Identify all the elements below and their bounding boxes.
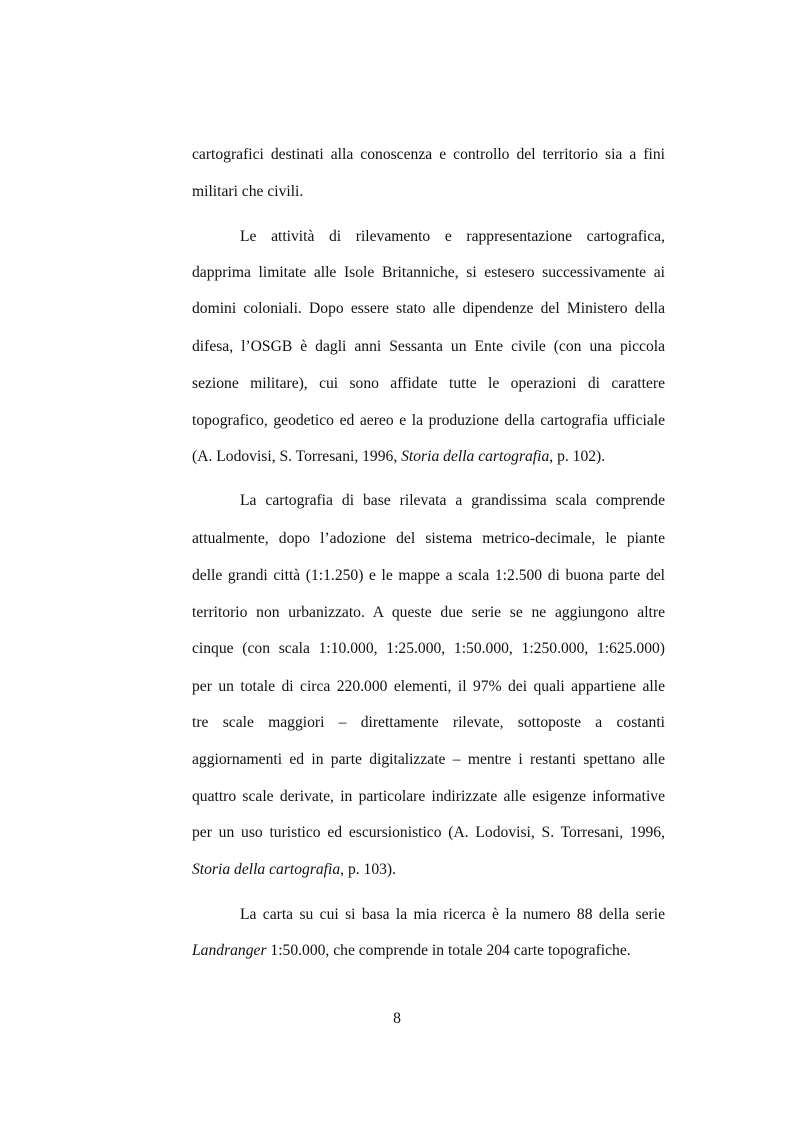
text-line bbox=[192, 447, 665, 467]
citation-title: Storia della cartografia bbox=[401, 448, 550, 465]
citation-title: Storia della cartografia bbox=[192, 861, 341, 878]
text-line: per un totale di circa 220.000 elementi, il 97% dei quali appartiene alle bbox=[192, 678, 665, 695]
text-line: cartografici destinati alla conoscenza e controllo del territorio sia a fini bbox=[192, 146, 665, 163]
text-run: 1:50.000, che comprende in totale 204 carte topografiche. bbox=[266, 942, 631, 959]
text-run: , p. 103). bbox=[340, 861, 397, 878]
text-line: cinque (con scala 1:10.000, 1:25.000, 1:50.000, 1:250.000, 1:625.000) bbox=[192, 640, 665, 657]
text-line: territorio non urbanizzato. A queste due serie se ne aggiungono altre bbox=[192, 604, 665, 621]
text-line: quattro scale derivate, in particolare indirizzate alle esigenze informative bbox=[192, 788, 665, 805]
text-line: aggiornamenti ed in parte digitalizzate – mentre i restanti spettano alle bbox=[192, 751, 665, 768]
page-number: 8 bbox=[393, 1010, 401, 1027]
text-line: per un uso turistico ed escursionistico (A. Lodovisi, S. Torresani, 1996, bbox=[192, 824, 665, 841]
text-line: topografico, geodetico ed aereo e la produzione della cartografia ufficiale bbox=[192, 412, 665, 429]
text-run: , p. 102). bbox=[549, 448, 606, 465]
text-line: domini coloniali. Dopo essere stato alle dipendenze del Ministero della bbox=[192, 300, 665, 317]
text-line: delle grandi città (1:1.250) e le mappe a scala 1:2.500 di buona parte del bbox=[192, 567, 665, 584]
text-line bbox=[192, 941, 665, 961]
series-title: Landranger bbox=[192, 942, 267, 959]
text-run: (A. Lodovisi, S. Torresani, 1996, bbox=[192, 448, 402, 465]
text-line: difesa, l’OSGB è dagli anni Sessanta un Ente civile (con una piccola bbox=[192, 338, 665, 355]
text-line bbox=[192, 860, 665, 880]
text-line: Le attività di rilevamento e rappresentazione cartografica, bbox=[240, 228, 665, 245]
text-line: attualmente, dopo l’adozione del sistema metrico-decimale, le piante bbox=[192, 530, 665, 547]
text-line: La cartografia di base rilevata a grandissima scala comprende bbox=[240, 492, 665, 509]
text-line: La carta su cui si basa la mia ricerca è la numero 88 della serie bbox=[240, 906, 665, 923]
text-line: tre scale maggiori – direttamente rilevate, sottoposte a costanti bbox=[192, 714, 665, 731]
text-line: militari che civili. bbox=[192, 183, 304, 200]
text-line: sezione militare), cui sono affidate tutte le operazioni di carattere bbox=[192, 375, 665, 392]
text-line: dapprima limitate alle Isole Britanniche, si estesero successivamente ai bbox=[192, 264, 665, 281]
